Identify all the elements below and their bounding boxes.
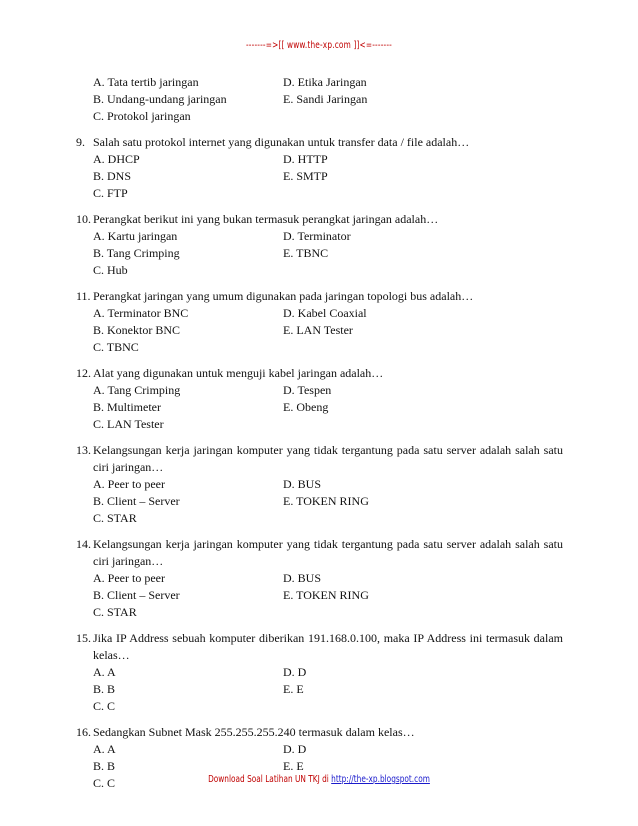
option: B. Tang Crimping — [93, 246, 180, 260]
question-number: 15. — [76, 631, 91, 645]
option: A. Terminator BNC — [93, 306, 189, 320]
option-row — [93, 382, 563, 399]
question-stem — [76, 134, 563, 151]
option: A. Peer to peer — [93, 571, 165, 585]
option-row — [93, 741, 563, 758]
question-number: 14. — [76, 537, 91, 551]
option: A. DHCP — [93, 152, 140, 166]
question-number: 13. — [76, 443, 91, 457]
option-row — [93, 91, 563, 108]
option-row — [93, 570, 563, 587]
option-row — [93, 339, 563, 356]
question-stem — [76, 630, 563, 664]
answer-options — [93, 228, 563, 279]
option-row — [93, 698, 563, 715]
option: E. E — [283, 759, 304, 773]
option: E. Obeng — [283, 400, 329, 414]
question-text: Jika IP Address sebuah komputer diberikan 191.168.0.100, maka IP Address ini termasuk dalam kelas… — [93, 631, 563, 662]
question-stem — [76, 442, 563, 476]
question — [76, 442, 563, 527]
option-row — [93, 493, 563, 510]
question-number: 10. — [76, 212, 91, 226]
footer-link[interactable]: http://the-xp.blogspot.com — [331, 774, 430, 785]
option: C. STAR — [93, 511, 137, 525]
question-list — [76, 134, 563, 792]
page-footer — [57, 774, 580, 785]
option: A. A — [93, 665, 116, 679]
option: C. C — [93, 699, 116, 713]
option: D. BUS — [283, 571, 322, 585]
option-row — [93, 758, 563, 775]
option: B. Client – Server — [93, 588, 180, 602]
question-text: Sedangkan Subnet Mask 255.255.255.240 termasuk dalam kelas… — [93, 725, 415, 739]
question-text: Perangkat berikut ini yang bukan termasuk perangkat jaringan adalah… — [93, 212, 439, 226]
option: D. D — [283, 665, 307, 679]
option-row — [93, 587, 563, 604]
question-number: 9. — [76, 135, 85, 149]
option: C. TBNC — [93, 340, 139, 354]
option: C. Hub — [93, 263, 128, 277]
question-number: 11. — [76, 289, 91, 303]
question-stem — [76, 211, 563, 228]
option: A. Kartu jaringan — [93, 229, 178, 243]
option-row — [93, 262, 563, 279]
option: E. LAN Tester — [283, 323, 353, 337]
page-header: -------=>[[ www.the-xp.com ]]<=------- — [245, 40, 393, 51]
option: B. Client – Server — [93, 494, 180, 508]
exam-page — [76, 74, 563, 792]
question-text: Kelangsungan kerja jaringan komputer yang tidak tergantung pada satu server adalah salah satu ciri jaringan… — [93, 443, 563, 474]
option-row — [93, 305, 563, 322]
option: E. E — [283, 682, 304, 696]
footer-text: Download Soal Latihan UN TKJ di — [208, 774, 332, 785]
top-options — [93, 74, 563, 125]
question — [76, 211, 563, 279]
option: B. Undang-undang jaringan — [93, 92, 227, 106]
option: D. Terminator — [283, 229, 351, 243]
option-row — [93, 108, 563, 125]
answer-options — [93, 664, 563, 715]
option: B. B — [93, 759, 116, 773]
option: D. BUS — [283, 477, 322, 491]
option: C. STAR — [93, 605, 137, 619]
option-row — [93, 74, 563, 91]
option: A. A — [93, 742, 116, 756]
option: A. Tang Crimping — [93, 383, 181, 397]
option: E. TBNC — [283, 246, 329, 260]
option-row — [93, 604, 563, 621]
question-number: 16. — [76, 725, 91, 739]
option: D. Etika Jaringan — [283, 75, 367, 89]
option: B. DNS — [93, 169, 132, 183]
question-stem — [76, 288, 563, 305]
option-row — [93, 664, 563, 681]
option-row — [93, 476, 563, 493]
answer-options — [93, 570, 563, 621]
question-stem — [76, 365, 563, 382]
option-row — [93, 228, 563, 245]
question-text: Alat yang digunakan untuk menguji kabel jaringan adalah… — [93, 366, 384, 380]
question — [76, 134, 563, 202]
option-row — [93, 416, 563, 433]
option-row — [93, 510, 563, 527]
option: C. C — [93, 776, 116, 790]
question — [76, 630, 563, 715]
option-row — [93, 151, 563, 168]
question-stem — [76, 724, 563, 741]
question — [76, 536, 563, 621]
option-row — [93, 185, 563, 202]
question-stem — [76, 536, 563, 570]
option: D. D — [283, 742, 307, 756]
option: D. HTTP — [283, 152, 328, 166]
option: C. Protokol jaringan — [93, 109, 191, 123]
option: B. Konektor BNC — [93, 323, 180, 337]
option: E. Sandi Jaringan — [283, 92, 368, 106]
option-row — [93, 322, 563, 339]
option: B. Multimeter — [93, 400, 161, 414]
option: C. FTP — [93, 186, 128, 200]
question-text: Salah satu protokol internet yang digunakan untuk transfer data / file adalah… — [93, 135, 470, 149]
option: C. LAN Tester — [93, 417, 164, 431]
answer-options — [93, 382, 563, 433]
question — [76, 288, 563, 356]
option-row — [93, 168, 563, 185]
option: D. Tespen — [283, 383, 332, 397]
option: B. B — [93, 682, 116, 696]
answer-options — [93, 151, 563, 202]
answer-options — [93, 305, 563, 356]
option: A. Tata tertib jaringan — [93, 75, 199, 89]
question — [76, 365, 563, 433]
option: A. Peer to peer — [93, 477, 165, 491]
answer-options — [93, 476, 563, 527]
option-row — [93, 245, 563, 262]
option-row — [93, 399, 563, 416]
question-text: Kelangsungan kerja jaringan komputer yang tidak tergantung pada satu server adalah salah satu ciri jaringan… — [93, 537, 563, 568]
question-text: Perangkat jaringan yang umum digunakan pada jaringan topologi bus adalah… — [93, 289, 474, 303]
question-number: 12. — [76, 366, 91, 380]
option-row — [93, 681, 563, 698]
option: E. TOKEN RING — [283, 588, 369, 602]
option: E. SMTP — [283, 169, 328, 183]
option: D. Kabel Coaxial — [283, 306, 367, 320]
option: E. TOKEN RING — [283, 494, 369, 508]
